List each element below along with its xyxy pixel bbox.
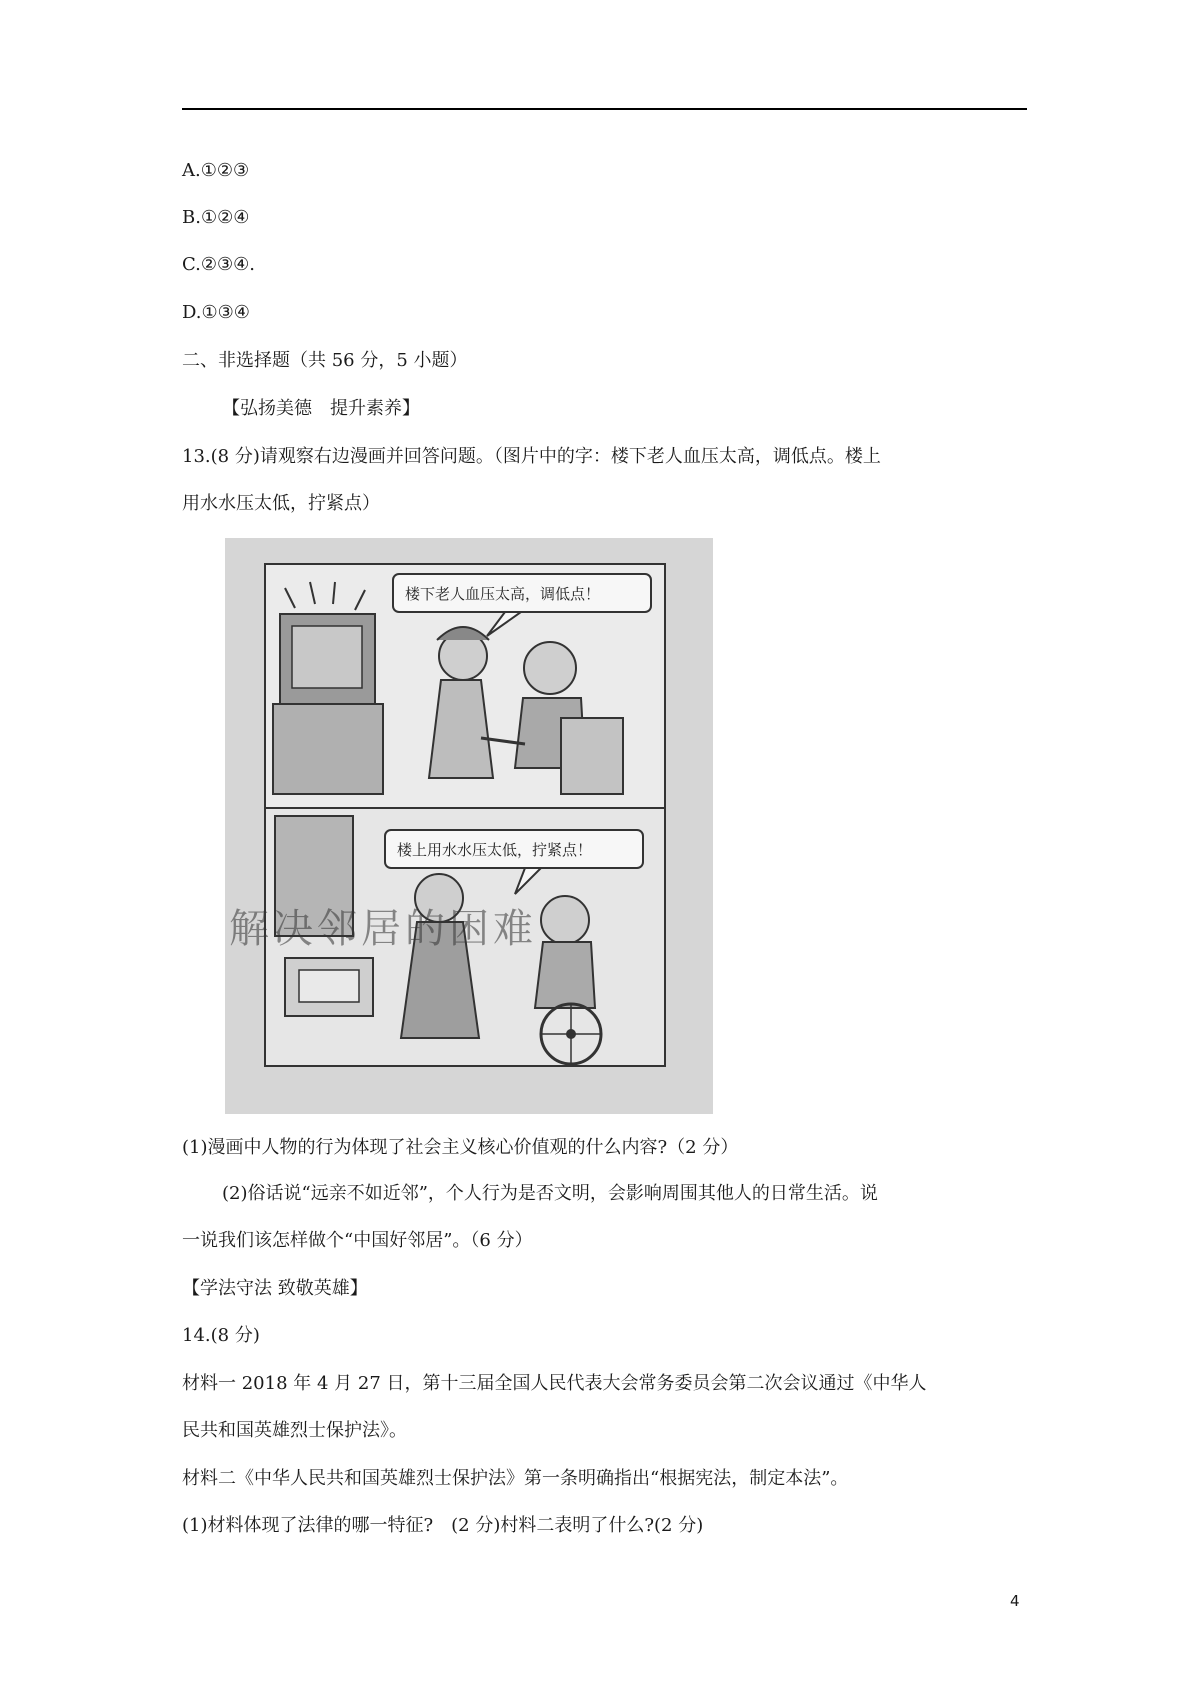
q13-sub2-line2: 一说我们该怎样做个“中国好邻居”。（6 分）: [182, 1230, 533, 1251]
option-c: C.②③④.: [182, 254, 255, 275]
page-number: 4: [1010, 1592, 1020, 1610]
q13-stem-line1: 13.(8 分)请观察右边漫画并回答问题。（图片中的字：楼下老人血压太高，调低点。楼上: [182, 446, 881, 467]
q14-label: 14.(8 分): [182, 1325, 260, 1346]
theme-heading-1: 【弘扬美德 提升素养】: [222, 398, 420, 419]
q14-sub1: (1)材料体现了法律的哪一特征? (2 分)村料二表明了什么?(2 分): [182, 1515, 704, 1536]
option-a: A.①②③: [182, 160, 250, 181]
q13-sub2-line1: (2)俗话说“远亲不如近邻”，个人行为是否文明，会影响周围其他人的日常生活。说: [222, 1183, 878, 1204]
comic-image: [225, 538, 713, 1114]
section-heading: 二、非选择题（共 56 分，5 小题）: [182, 350, 468, 371]
comic-bubble-bottom: 楼上用水水压太低，拧紧点！: [397, 841, 593, 859]
q13-stem-line2: 用水水压太低，拧紧点）: [182, 493, 380, 514]
q14-material1-line2: 民共和国英雄烈士保护法》。: [182, 1420, 407, 1441]
q14-material1-line1: 材料一 2018 年 4 月 27 日，第十三届全国人民代表大会常务委员会第二次会议通过《中华人: [182, 1373, 927, 1394]
theme-heading-2: 【学法守法 致敬英雄】: [182, 1278, 368, 1299]
header-rule: [182, 108, 1027, 110]
q13-sub1: (1)漫画中人物的行为体现了社会主义核心价值观的什么内容?（2 分）: [182, 1137, 739, 1158]
comic-watermark: 解决邻居的困难: [229, 906, 537, 952]
q14-material2: 材料二《中华人民共和国英雄烈士保护法》第一条明确指出“根据宪法，制定本法”。: [182, 1468, 849, 1489]
comic-bubble-top: 楼下老人血压太高，调低点！: [405, 585, 601, 603]
option-d: D.①③④: [182, 302, 250, 323]
option-b: B.①②④: [182, 207, 250, 228]
